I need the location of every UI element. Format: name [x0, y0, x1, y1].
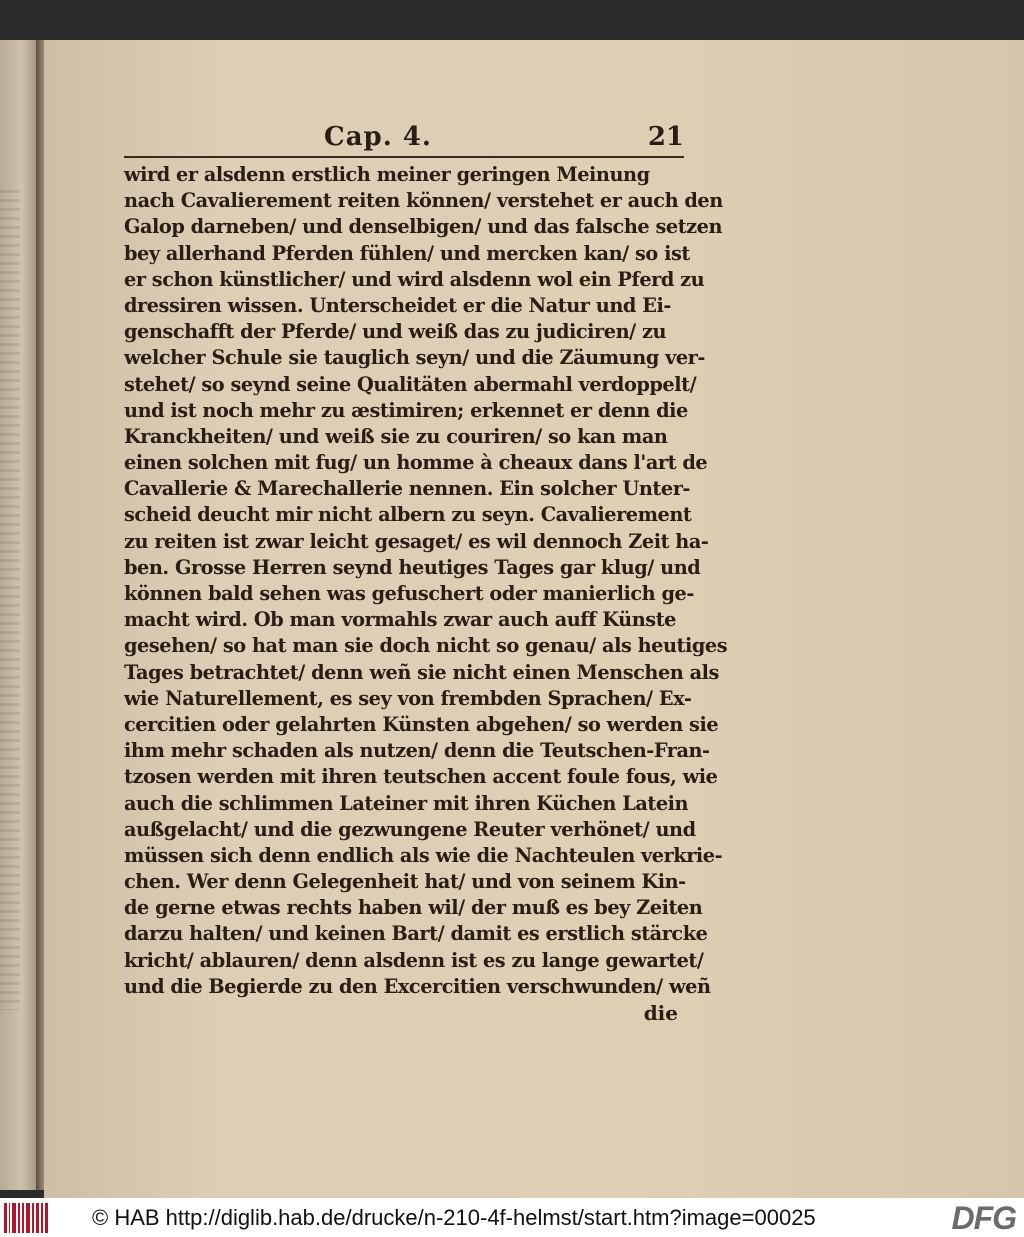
copyright-link[interactable]: © HAB http://diglib.hab.de/drucke/n-210-4f-helmst/start.htm?image=00025	[92, 1204, 816, 1230]
text-line: außgelacht/ und die gezwungene Reuter verhönet/ und	[124, 817, 696, 841]
catchword: die	[643, 1001, 678, 1025]
text-line: Kranckheiten/ und weiß sie zu couriren/ so kan man	[124, 424, 668, 448]
barcode-bar	[22, 1203, 25, 1233]
text-line: welcher Schule sie tauglich seyn/ und die Zäumung ver-	[124, 346, 705, 370]
text-line: macht wird. Ob man vormahls zwar auch auff Künste	[124, 608, 676, 632]
text-line: scheid deucht mir nicht albern zu seyn. Cavalierement	[124, 503, 692, 527]
text-line: er schon künstlicher/ und wird alsdenn wol ein Pferd zu	[124, 267, 705, 291]
text-line: wie Naturellement, es sey von frembden Sprachen/ Ex-	[124, 686, 692, 710]
hab-barcode-icon	[4, 1203, 48, 1233]
footer-bar	[0, 1198, 1024, 1237]
text-line: ben. Grosse Herren seynd heutiges Tages gar klug/ und	[124, 555, 701, 579]
page-number: 21	[647, 122, 684, 152]
text-line: genschafft der Pferde/ und weiß das zu judiciren/ zu	[124, 320, 667, 344]
text-line: de gerne etwas rechts haben wil/ der muß es bey Zeiten	[124, 896, 703, 920]
text-line: darzu halten/ und keinen Bart/ damit es erstlich stärcke	[124, 922, 708, 946]
page-header	[124, 122, 684, 156]
text-line: kricht/ ablauren/ denn alsdenn ist es zu lange gewartet/	[124, 948, 704, 972]
barcode-bar	[18, 1203, 20, 1233]
text-line: auch die schlimmen Lateiner mit ihren Küchen Latein	[124, 791, 689, 815]
barcode-bar	[26, 1203, 30, 1233]
text-line: bey allerhand Pferden fühlen/ und mercken kan/ so ist	[124, 241, 690, 265]
text-line: cercitien oder gelahrten Künsten abgehen/ so werden sie	[124, 712, 719, 736]
text-line: chen. Wer denn Gelegenheit hat/ und von seinem Kin-	[124, 870, 686, 894]
text-line: Tages betrachtet/ denn weñ sie nicht einen Menschen als	[124, 660, 719, 684]
text-line: ihm mehr schaden als nutzen/ denn die Teutschen-Fran-	[124, 739, 710, 763]
text-line: und die Begierde zu den Excercitien verschwunden/ weñ	[124, 974, 711, 998]
text-line: einen solchen mit fug/ un homme à cheaux dans l'art de	[124, 451, 708, 475]
text-line: Cavallerie & Marechallerie nennen. Ein solcher Unter-	[124, 477, 690, 501]
book-page	[44, 40, 1024, 1198]
text-block	[124, 122, 728, 1026]
barcode-bar	[32, 1203, 34, 1233]
text-line: nach Cavalierement reiten können/ verstehet er auch den	[124, 189, 723, 213]
text-line: gesehen/ so hat man sie doch nicht so genau/ als heutiges	[124, 634, 728, 658]
barcode-bar	[9, 1203, 11, 1233]
dfg-logo: DFG	[951, 1200, 1016, 1236]
barcode-bar	[36, 1203, 39, 1233]
text-line: stehet/ so seynd seine Qualitäten abermahl verdoppelt/	[124, 372, 697, 396]
left-page-text-bleed	[0, 190, 20, 1010]
text-line: müssen sich denn endlich als wie die Nachteulen verkrie-	[124, 843, 723, 867]
text-line: und ist noch mehr zu æstimiren; erkennet er denn die	[124, 398, 688, 422]
barcode-bar	[4, 1203, 7, 1233]
text-line: tzosen werden mit ihren teutschen accent foule fous, wie	[124, 765, 718, 789]
header-rule	[124, 156, 684, 158]
running-head: Cap. 4.	[324, 122, 432, 152]
book-gutter	[36, 40, 44, 1190]
text-line: zu reiten ist zwar leicht gesaget/ es wil dennoch Zeit ha-	[124, 529, 709, 553]
barcode-bar	[45, 1203, 48, 1233]
text-line: Galop darneben/ und denselbigen/ und das falsche setzen	[124, 215, 723, 239]
text-line: können bald sehen was gefuschert oder manierlich ge-	[124, 582, 694, 605]
barcode-bar	[12, 1203, 15, 1233]
left-page-edge	[0, 40, 36, 1190]
text-line: wird er alsdenn erstlich meiner geringen Meinung	[124, 163, 650, 186]
text-line: dressiren wissen. Unterscheidet er die Natur und Ei-	[124, 293, 671, 317]
body-text	[124, 162, 728, 1000]
barcode-bar	[41, 1203, 43, 1233]
